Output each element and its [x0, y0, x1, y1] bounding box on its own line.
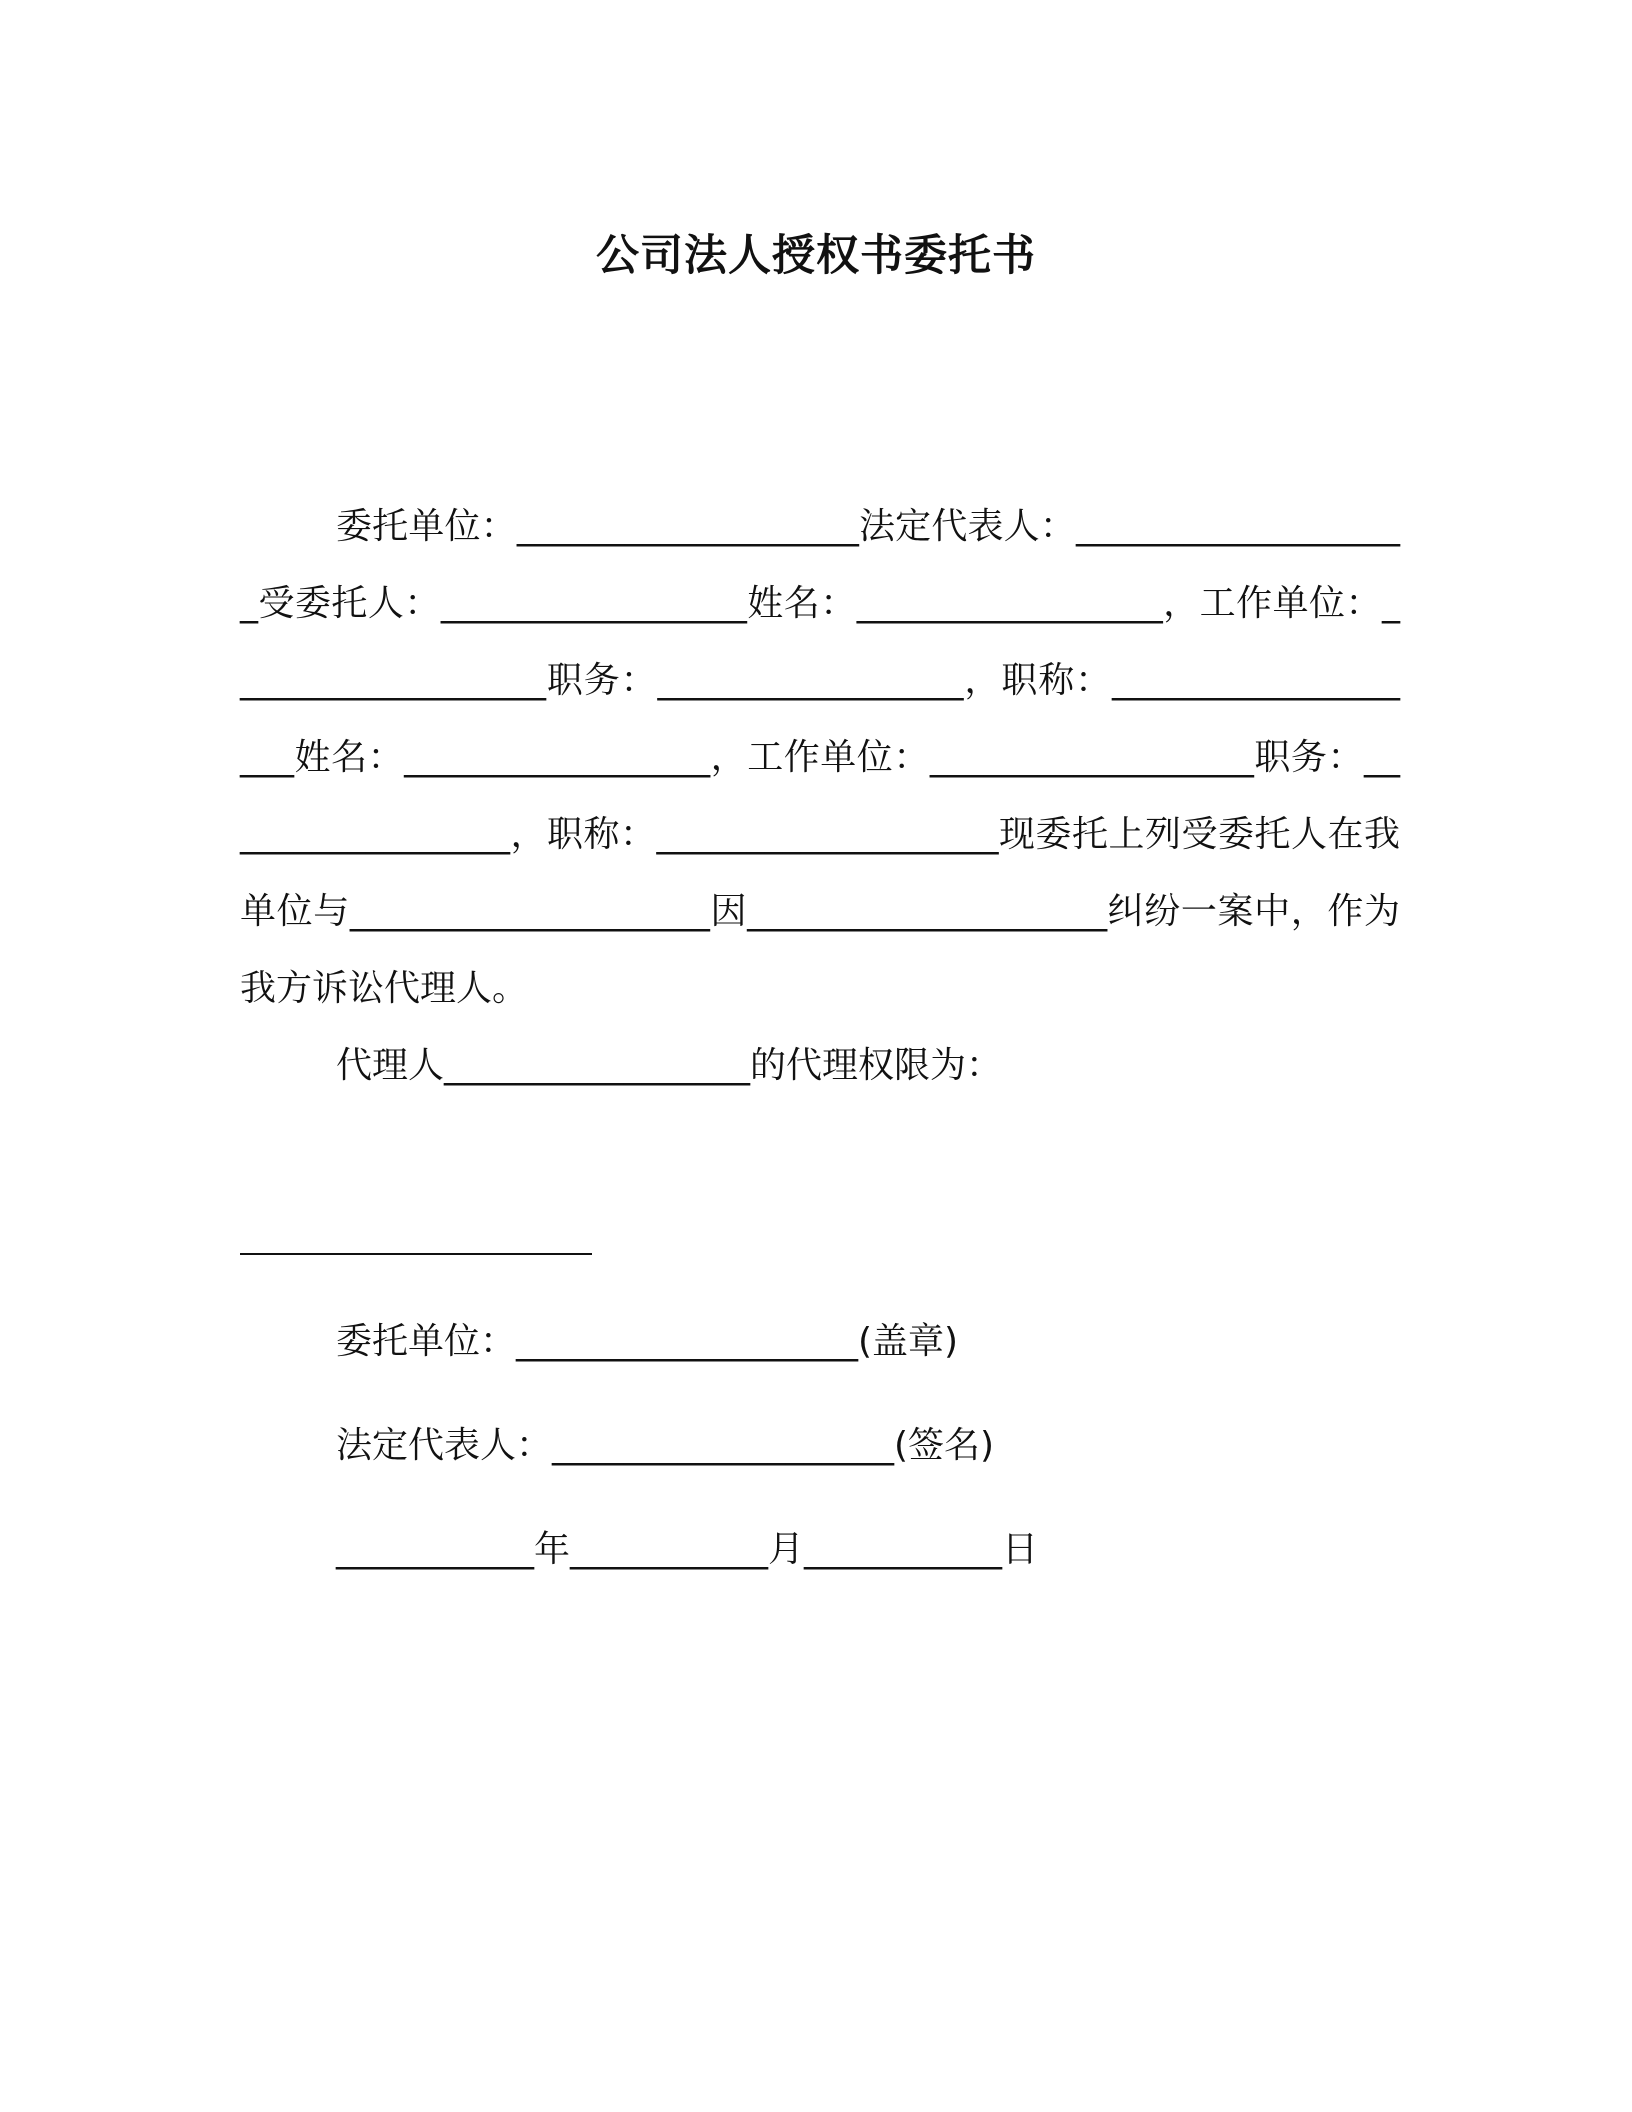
- signature-date-line: ___________年___________月___________日: [336, 1529, 1038, 1570]
- signature-unit-line: 委托单位：___________________(盖章): [336, 1321, 959, 1362]
- document-title: 公司法人授权书委托书: [596, 231, 1036, 281]
- signature-representative-line: 法定代表人：___________________(签名): [336, 1425, 995, 1466]
- paragraph-entrustment: 委托单位：___________________法定代表人：___________________受委托人：_________________姓名：_________________，工作单位：__________________职务：_________________，职称：___________________姓名：_________________，工作单位：__________________职务：_________________，职称：___________________现委托上列受委托人在我单位与____________________因____________________纠纷一案中，作为我方诉讼代理人。: [240, 506, 1400, 1009]
- document-body: [240, 488, 1400, 1104]
- authority-blank-line: [240, 1253, 592, 1255]
- paragraph-agent-authority: 代理人_________________的代理权限为：: [336, 1045, 1003, 1086]
